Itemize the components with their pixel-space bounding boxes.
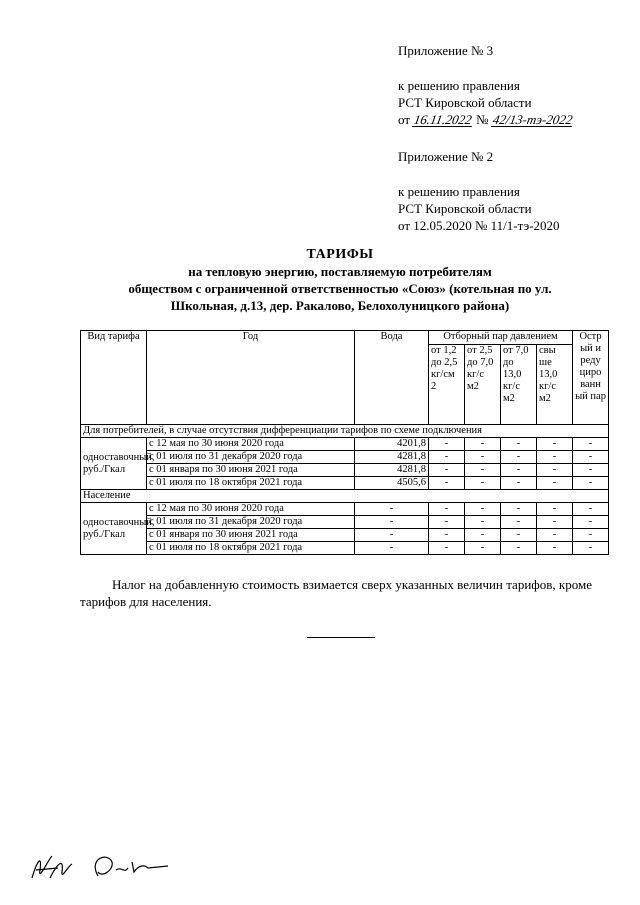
header-kind: Вид тарифа	[81, 331, 147, 425]
tariff-kind: одноставочный, руб./Гкал	[81, 503, 147, 555]
tariff-kind: одноставочный, руб./Гкал	[81, 438, 147, 490]
dash-cell: -	[501, 451, 537, 464]
water-value: -	[355, 542, 429, 555]
table-row	[81, 503, 609, 516]
dash-cell: -	[501, 503, 537, 516]
header-sharp-steam: Остр ый и реду циро ванн ый пар	[573, 331, 609, 425]
dash-cell: -	[573, 464, 609, 477]
header-steam: Отборный пар давлением	[429, 331, 573, 345]
table-row	[81, 542, 609, 555]
period-cell: с 01 июля по 31 декабря 2020 года	[147, 451, 355, 464]
title-line1: на тепловую энергию, поставляемую потребителям	[188, 264, 492, 279]
dash-cell: -	[573, 438, 609, 451]
dash-cell: -	[429, 503, 465, 516]
dash-cell: -	[501, 477, 537, 490]
dash-cell: -	[537, 516, 573, 529]
water-value: 4201,8	[355, 438, 429, 451]
table-row	[81, 477, 609, 490]
dash-cell: -	[465, 503, 501, 516]
period-cell: с 01 января по 30 июня 2021 года	[147, 464, 355, 477]
header-pressure-4: свы ше 13,0 кг/с м2	[537, 345, 573, 425]
water-value: -	[355, 503, 429, 516]
section-general: Для потребителей, в случае отсутствия дифференциации тарифов по схеме подключения	[81, 425, 609, 438]
water-value: 4281,8	[355, 451, 429, 464]
dash-cell: -	[429, 451, 465, 464]
dash-cell: -	[537, 477, 573, 490]
table-row	[81, 464, 609, 477]
header-water: Вода	[355, 331, 429, 425]
dash-cell: -	[537, 503, 573, 516]
period-cell: с 12 мая по 30 июня 2020 года	[147, 438, 355, 451]
dash-cell: -	[501, 542, 537, 555]
decision-2-line1: к решению правления	[398, 184, 520, 199]
dash-cell: -	[465, 477, 501, 490]
dash-cell: -	[573, 477, 609, 490]
title-line3: Школьная, д.13, дер. Ракалово, Белохолуницкого района)	[170, 298, 510, 313]
header-pressure-1: от 1,2 до 2,5 кг/см 2	[429, 345, 465, 425]
appendix-header-2	[398, 148, 560, 234]
dash-cell: -	[537, 542, 573, 555]
table-row	[81, 516, 609, 529]
dash-cell: -	[573, 503, 609, 516]
period-cell: с 01 января по 30 июня 2021 года	[147, 529, 355, 542]
dash-cell: -	[465, 542, 501, 555]
dash-cell: -	[429, 542, 465, 555]
dash-cell: -	[465, 438, 501, 451]
water-value: -	[355, 529, 429, 542]
vat-note: Налог на добавленную стоимость взимается сверх указанных величин тарифов, кроме тарифов для населения.	[80, 577, 592, 609]
handwritten-date: 16.11.2022	[413, 112, 474, 127]
decision-2-line3: от 12.05.2020 № 11/1-тэ-2020	[398, 218, 560, 233]
dash-cell: -	[501, 529, 537, 542]
table-row	[81, 438, 609, 451]
dash-cell: -	[429, 516, 465, 529]
header-pressure-3: от 7,0 до 13,0 кг/с м2	[501, 345, 537, 425]
dash-cell: -	[429, 464, 465, 477]
decision-3-line1: к решению правления	[398, 78, 520, 93]
end-divider	[307, 637, 375, 638]
appendix-header-3	[398, 42, 573, 128]
dash-cell: -	[537, 451, 573, 464]
water-value: 4505,6	[355, 477, 429, 490]
dash-cell: -	[429, 477, 465, 490]
period-cell: с 01 июля по 18 октября 2021 года	[147, 542, 355, 555]
dash-cell: -	[429, 438, 465, 451]
dash-cell: -	[573, 451, 609, 464]
handwritten-number: 42/13-тэ-2022	[491, 112, 574, 127]
decision-2-line2: РСТ Кировской области	[398, 201, 532, 216]
dash-cell: -	[465, 451, 501, 464]
header-year: Год	[147, 331, 355, 425]
section-population: Население	[81, 490, 609, 503]
dash-cell: -	[501, 464, 537, 477]
title-line2: обществом с ограниченной ответственностью «Союз» (котельная по ул.	[128, 281, 552, 296]
appendix-3-title: Приложение № 3	[398, 43, 494, 58]
water-value: 4281,8	[355, 464, 429, 477]
dash-cell: -	[573, 529, 609, 542]
dash-cell: -	[573, 516, 609, 529]
period-cell: с 12 мая по 30 июня 2020 года	[147, 503, 355, 516]
dash-cell: -	[465, 516, 501, 529]
dash-cell: -	[429, 529, 465, 542]
water-value: -	[355, 516, 429, 529]
dash-cell: -	[465, 464, 501, 477]
dash-cell: -	[573, 542, 609, 555]
dash-cell: -	[501, 438, 537, 451]
decision-3-line2: РСТ Кировской области	[398, 95, 532, 110]
dash-cell: -	[537, 438, 573, 451]
period-cell: с 01 июля по 18 октября 2021 года	[147, 477, 355, 490]
decision-3-line3: от 16.11.2022 № 42/13-тэ-2022	[398, 112, 574, 127]
dash-cell: -	[537, 529, 573, 542]
table-row	[81, 451, 609, 464]
title-main: ТАРИФЫ	[306, 247, 374, 262]
table-row	[81, 529, 609, 542]
dash-cell: -	[501, 516, 537, 529]
header-pressure-2: от 2,5 до 7,0 кг/с м2	[465, 345, 501, 425]
appendix-2-title: Приложение № 2	[398, 149, 494, 164]
document-title	[60, 246, 620, 314]
signature-image	[28, 848, 178, 888]
dash-cell: -	[465, 529, 501, 542]
tariff-table	[80, 330, 609, 555]
period-cell: с 01 июля по 31 декабря 2020 года	[147, 516, 355, 529]
dash-cell: -	[537, 464, 573, 477]
